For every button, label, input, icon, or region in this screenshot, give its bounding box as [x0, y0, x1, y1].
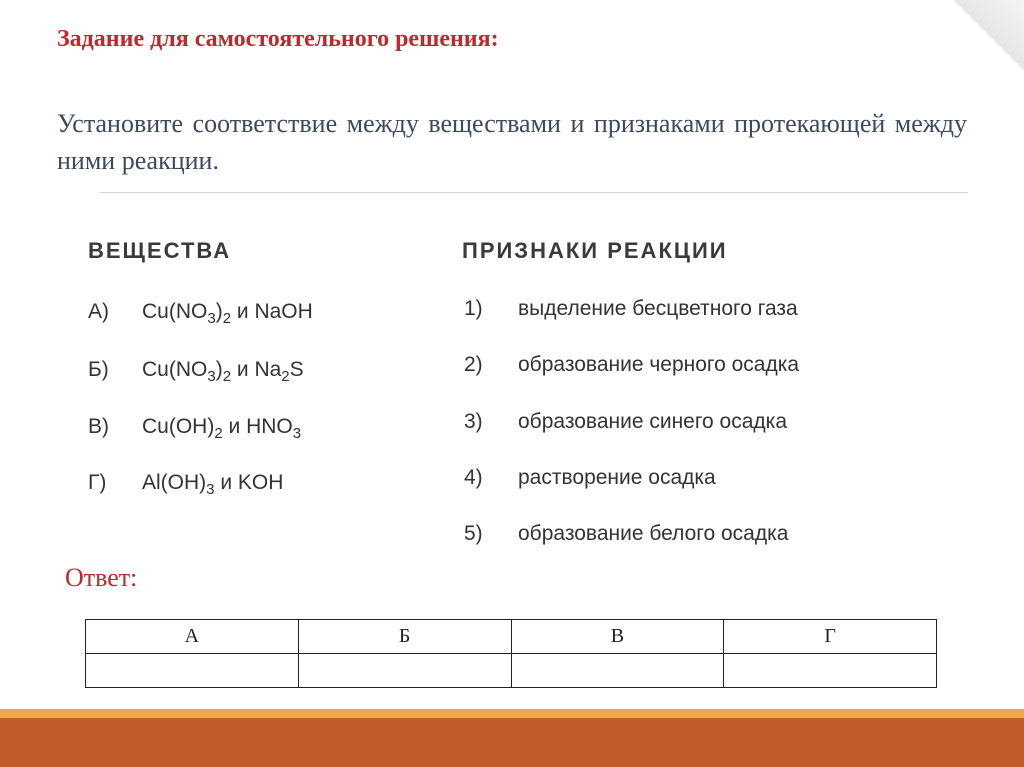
substance-label: А) — [88, 300, 109, 323]
answer-cell-g[interactable] — [724, 654, 937, 688]
formula-subscript: 3 — [206, 481, 215, 498]
sign-text: образование синего осадка — [518, 410, 788, 433]
divider — [100, 192, 968, 193]
sign-text: растворение осадка — [518, 466, 716, 489]
formula-part: Cu(NO — [142, 300, 208, 323]
sign-item-4 — [464, 466, 716, 490]
substance-label: В) — [88, 415, 109, 438]
substance-label: Г) — [88, 471, 107, 494]
formula-part: HNO — [246, 415, 293, 438]
sign-label: 1) — [464, 297, 483, 320]
formula-part: ) — [215, 358, 223, 381]
formula-subscript: 2 — [281, 368, 290, 385]
sign-text: выделение бесцветного газа — [518, 297, 798, 320]
answer-value-row — [86, 654, 937, 688]
formula-part: Cu(NO — [142, 358, 208, 381]
footer-bar-dark — [0, 718, 1024, 767]
substance-label: Б) — [88, 358, 109, 381]
sign-item-2 — [464, 353, 799, 377]
substance-item-b — [88, 358, 304, 385]
substance-formula — [142, 415, 302, 442]
answer-cell-a[interactable] — [86, 654, 299, 688]
signs-title: ПРИЗНАКИ РЕАКЦИИ — [462, 238, 728, 263]
formula-subscript: 3 — [292, 425, 302, 442]
answer-header-row — [86, 620, 937, 654]
sign-text: образование черного осадка — [518, 353, 800, 376]
formula-conjunction: и — [214, 471, 238, 494]
formula-part: Na — [254, 358, 282, 381]
substance-item-v — [88, 415, 301, 442]
sign-text: образование белого осадка — [518, 522, 789, 545]
formula-conjunction: и — [231, 300, 255, 323]
sign-item-5 — [464, 522, 788, 546]
formula-subscript: 2 — [214, 425, 223, 442]
answer-cell-b[interactable] — [298, 654, 511, 688]
formula-part: NaOH — [254, 300, 313, 323]
sign-label: 4) — [464, 466, 483, 489]
substance-item-a — [88, 300, 313, 327]
substances-title: ВЕЩЕСТВА — [88, 238, 232, 263]
formula-part: S — [289, 358, 304, 381]
substance-formula — [142, 358, 304, 385]
sign-label: 5) — [464, 522, 483, 545]
task-text: Установите соответствие между веществами и признаками протекающей между ними реакции. — [57, 109, 967, 175]
formula-part: ) — [215, 300, 223, 323]
answer-header-v: В — [511, 620, 724, 654]
substance-item-g — [88, 471, 283, 498]
formula-subscript: 2 — [222, 368, 232, 385]
formula-part: Al(OH) — [142, 471, 207, 494]
page-title: Задание для самостоятельного решения: — [57, 26, 499, 52]
footer-bar-light — [0, 709, 1024, 718]
answer-header-g: Г — [724, 620, 937, 654]
answer-header-a: А — [86, 620, 299, 654]
formula-conjunction: и — [222, 415, 247, 438]
sign-item-1 — [464, 297, 798, 321]
answer-label: Ответ: — [65, 563, 138, 592]
formula-conjunction: и — [231, 358, 255, 381]
sign-item-3 — [464, 410, 787, 434]
formula-part: KOH — [237, 471, 284, 494]
formula-subscript: 2 — [222, 310, 232, 327]
formula-subscript: 3 — [207, 368, 216, 385]
sign-label: 2) — [464, 353, 483, 376]
formula-subscript: 3 — [207, 310, 216, 327]
formula-part: Cu(OH) — [142, 415, 215, 438]
substance-formula — [142, 300, 313, 327]
sign-label: 3) — [464, 410, 483, 433]
answer-header-b: Б — [298, 620, 511, 654]
substance-formula — [142, 471, 284, 498]
answer-table — [85, 619, 937, 688]
answer-cell-v[interactable] — [511, 654, 724, 688]
page-fold-corner — [954, 0, 1024, 70]
